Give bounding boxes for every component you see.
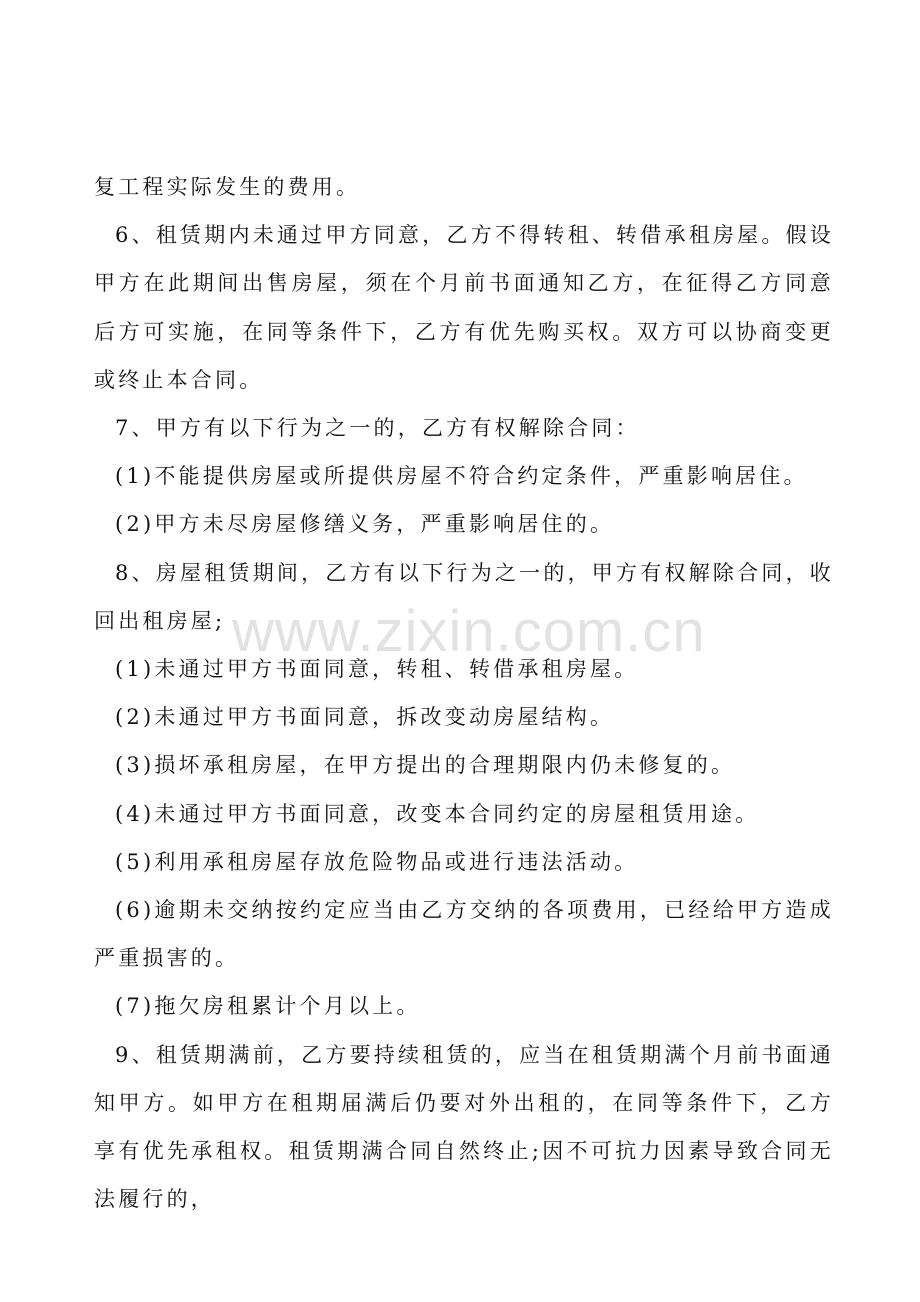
contract-text-body — [94, 163, 834, 1223]
paragraph-clause-7: 7、甲方有以下行为之一的，乙方有权解除合同： — [115, 416, 640, 441]
paragraph-clause-7-item-1: (1)不能提供房屋或所提供房屋不符合约定条件，严重影响居住。 — [115, 464, 808, 489]
paragraph-clause-9: 9、租赁期满前，乙方要持续租赁的，应当在租赁期满个月前书面通知甲方。如甲方在租期届满后仍要对外出租的，在同等条件下，乙方享有优先承租权。租赁期满合同自然终止;因不可抗力因素导致合同无法履行的， — [94, 1042, 834, 1212]
paragraph-clause-8-item-5: (5)利用承租房屋存放危险物品或进行违法活动。 — [115, 849, 639, 874]
paragraph-clause-8-item-7: (7)拖欠房租累计个月以上。 — [115, 994, 421, 1019]
paragraph-clause-8-item-2: (2)未通过甲方书面同意，拆改变动房屋结构。 — [115, 705, 615, 730]
paragraph-clause-6: 6、租赁期内未通过甲方同意，乙方不得转租、转借承租房屋。假设甲方在此期间出售房屋，须在个月前书面通知乙方，在征得乙方同意后方可实施，在同等条件下，乙方有优先购买权。双方可以协商变更或终止本合同。 — [94, 223, 834, 392]
paragraph-clause-8-item-4: (4)未通过甲方书面同意，改变本合同约定的房屋租赁用途。 — [115, 801, 760, 826]
site-watermark: www.zixin.com.cn — [232, 599, 706, 664]
paragraph-clause-8-item-3: (3)损坏承租房屋，在甲方提出的合理期限内仍未修复的。 — [115, 753, 736, 778]
paragraph-clause-7-item-2: (2)甲方未尽房屋修缮义务，严重影响居住的。 — [115, 512, 615, 537]
paragraph-clause-8-item-6: (6)逾期未交纳按约定应当由乙方交纳的各项费用，已经给甲方造成严重损害的。 — [94, 898, 834, 971]
paragraph-clause-8-item-1: (1)未通过甲方书面同意，转租、转借承租房屋。 — [115, 657, 639, 682]
paragraph-continuation: 复工程实际发生的费用。 — [94, 175, 361, 199]
paragraph-clause-8: 8、房屋租赁期间，乙方有以下行为之一的，甲方有权解除合同，收回出租房屋; — [94, 560, 834, 633]
